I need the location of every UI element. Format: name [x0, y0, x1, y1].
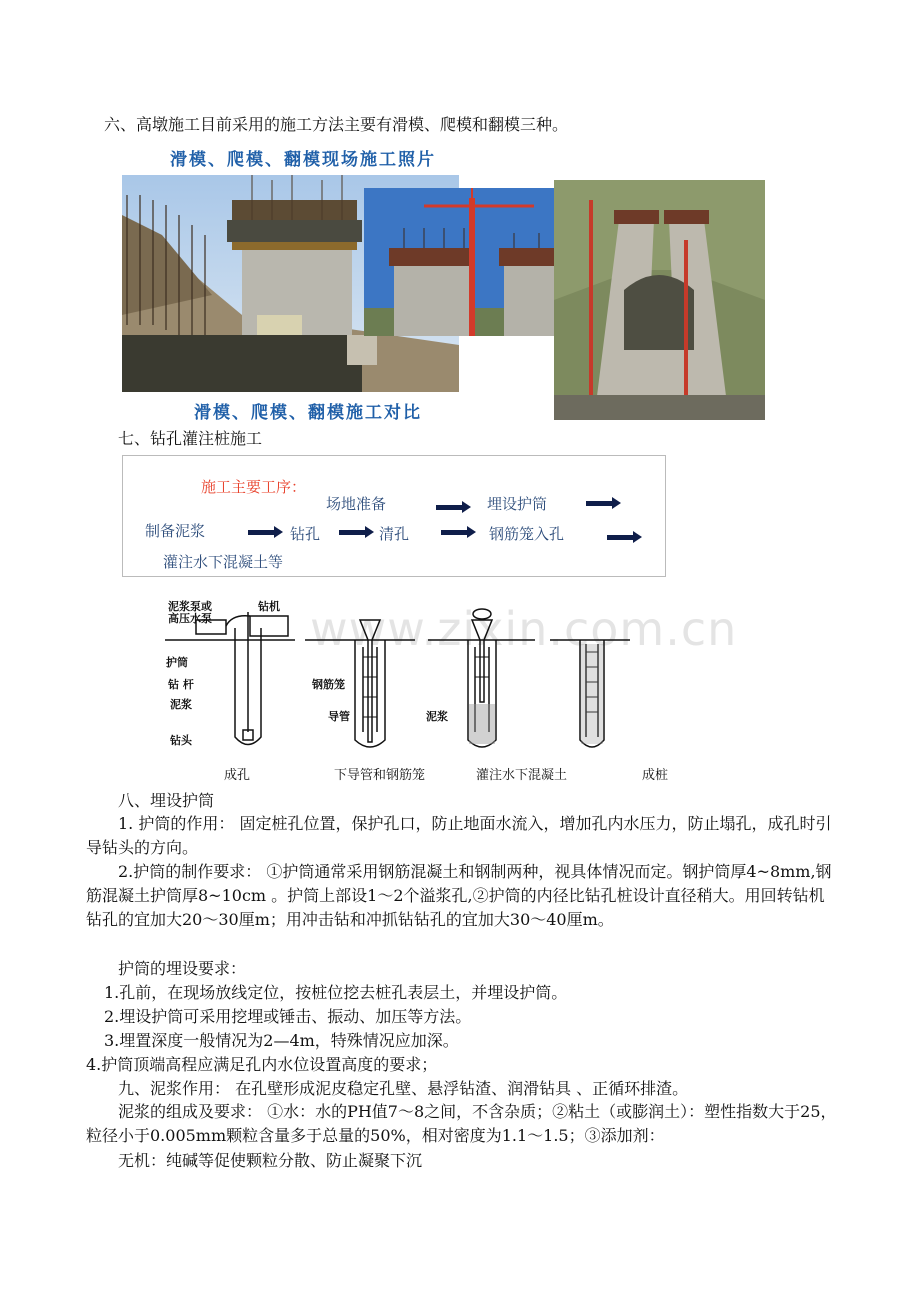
casing-requirements-text: 2.护筒的制作要求： ①护筒通常采用钢筋混凝土和钢制两种，视具体情况而定。钢护筒厚4~8mm,钢筋混凝土护筒厚8~10cm 。护筒上部设1～2个溢浆孔,②护筒的内径比钻孔桩设计直径稍大。用回转钻机钻孔的宜加大20～30厘m；用冲击钻和冲抓钻钻孔的宜加大30～40厘m。 — [86, 862, 832, 929]
label-pump-2: 高压水泵 — [168, 612, 212, 625]
process-flow-box — [122, 455, 666, 577]
watermark: www.zixin.com.cn — [310, 602, 738, 656]
caption-drilling: 成孔 — [224, 768, 251, 783]
slurry-composition-text: 泥浆的组成及要求： ①水：水的PH值7～8之间，不含杂质；②粘土（或膨润土）：塑性指数大于25，粒径小于0.005mm颗粒含量多于总量的50%，相对密度为1.1～1.5；③添加剂： — [86, 1102, 837, 1145]
flow-step-3: 制备泥浆 — [145, 522, 206, 540]
label-rig: 钻机 — [258, 600, 280, 613]
flow-step-6: 钢筋笼入孔 — [489, 525, 565, 543]
label-casing: 护筒 — [166, 656, 188, 669]
arrow-icon — [436, 505, 463, 510]
section9-heading: 九、泥浆作用： 在孔壁形成泥皮稳定孔壁、悬浮钻渣、润滑钻具 、正循环排渣。 — [118, 1079, 689, 1098]
label-tremie: 导管 — [328, 710, 350, 723]
slurry-composition — [86, 1100, 840, 1148]
arrow-icon — [339, 530, 366, 535]
flow-step-4: 钻孔 — [290, 525, 321, 543]
flow-step-7: 灌注水下混凝土等 — [163, 553, 284, 571]
slurry-inorganic: 无机：纯碱等促使颗粒分散、防止凝聚下沉 — [118, 1151, 423, 1170]
flow-title: 施工主要工序： — [201, 478, 307, 496]
label-drill-rod: 钻 杆 — [168, 678, 194, 691]
label-pump-1: 泥浆泵或 — [168, 600, 212, 613]
section7-heading: 七、钻孔灌注桩施工 — [118, 429, 263, 448]
label-drill-bit: 钻头 — [170, 734, 192, 747]
arrow-icon — [441, 530, 468, 535]
photo-title: 滑模、爬模、翻模现场施工照片 — [170, 150, 436, 170]
bored-pile-diagram — [160, 592, 738, 762]
caption-tremie-cage: 下导管和钢筋笼 — [334, 768, 426, 783]
arrow-icon — [607, 535, 634, 540]
section8-heading: 八、埋设护筒 — [118, 791, 215, 810]
flow-step-2: 埋设护筒 — [487, 495, 548, 513]
label-rebar-cage: 钢筋笼 — [312, 678, 345, 691]
label-slurry: 泥浆 — [170, 698, 192, 711]
embed-req-1: 1.孔前，在现场放线定位，按桩位挖去桩孔表层土，并埋设护筒。 — [104, 983, 568, 1002]
embed-req-title: 护筒的埋设要求： — [118, 959, 247, 978]
label-slurry-2: 泥浆 — [426, 710, 448, 723]
embed-req-4: 4.护筒顶端高程应满足孔内水位设置高度的要求； — [86, 1055, 438, 1074]
construction-photo-3 — [554, 180, 765, 420]
embed-req-2: 2.埋设护筒可采用挖埋或锤击、振动、加压等方法。 — [104, 1007, 472, 1026]
section6-heading: 六、高墩施工目前采用的施工方法主要有滑模、爬模和翻模三种。 — [104, 115, 569, 134]
casing-function — [86, 812, 840, 860]
casing-requirements — [86, 860, 840, 932]
flow-step-1: 场地准备 — [326, 495, 387, 513]
embed-req-3: 3.埋置深度一般情况为2—4m，特殊情况应加深。 — [104, 1031, 459, 1050]
arrow-icon — [586, 501, 613, 506]
casing-function-text: 1. 护筒的作用： 固定桩孔位置，保护孔口，防止地面水流入，增加孔内水压力，防止塌孔，成孔时引导钻头的方向。 — [86, 814, 832, 857]
photo-caption: 滑模、爬模、翻模施工对比 — [194, 403, 422, 423]
caption-finished-pile: 成桩 — [642, 768, 669, 783]
arrow-icon — [248, 530, 275, 535]
flow-step-5: 清孔 — [379, 525, 410, 543]
caption-pouring: 灌注水下混凝土 — [476, 768, 568, 783]
